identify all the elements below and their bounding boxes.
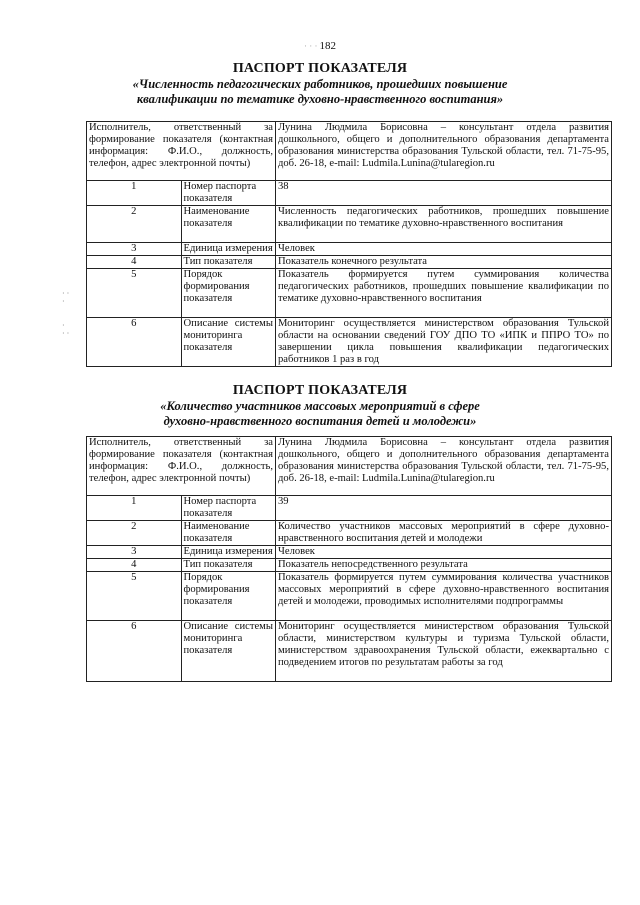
passport-1-table bbox=[86, 121, 612, 367]
page-number-text: 182 bbox=[319, 40, 336, 52]
row-label: Порядок формирования показателя bbox=[181, 269, 276, 318]
row-number: 4 bbox=[87, 559, 182, 572]
row-value: Мониторинг осуществляется министерством образования Тульской области на основании сведений ГОУ ДПО ТО «ИПК и ППРО ТО» по завершении цикла повышения квалификации педагогических работников 1 раз в год bbox=[276, 318, 612, 367]
row-number: 5 bbox=[87, 572, 182, 621]
scan-speck: · · · bbox=[62, 321, 70, 338]
executor-value: Лунина Людмила Борисовна – консультант отдела развития дошкольного, общего и дополнительного образования департамента образования министерства образования Тульской области, тел. 71-75-95, доб. 26-18, e-mail: Ludmila.Lunina@tularegion.ru bbox=[276, 437, 612, 496]
table-row bbox=[87, 318, 612, 367]
row-number: 2 bbox=[87, 206, 182, 243]
table-row bbox=[87, 181, 612, 206]
table-row bbox=[87, 496, 612, 521]
row-number: 1 bbox=[87, 496, 182, 521]
passport-2-title bbox=[0, 382, 640, 429]
table-row bbox=[87, 621, 612, 682]
row-label: Тип показателя bbox=[181, 256, 276, 269]
table-row bbox=[87, 243, 612, 256]
page-number bbox=[0, 40, 640, 52]
passport-2-heading: ПАСПОРТ ПОКАЗАТЕЛЯ bbox=[232, 383, 408, 398]
row-value: Показатель формируется путем суммирования количества педагогических работников, прошедших повышение квалификации по тематике духовно-нравственного воспитания bbox=[276, 269, 612, 318]
row-value: 38 bbox=[276, 181, 612, 206]
row-number: 4 bbox=[87, 256, 182, 269]
row-number: 5 bbox=[87, 269, 182, 318]
row-value: Численность педагогических работников, прошедших повышение квалификации по тематике духовно-нравственного воспитания bbox=[276, 206, 612, 243]
row-value: Показатель конечного результата bbox=[276, 256, 612, 269]
row-label: Описание системы мониторинга показателя bbox=[181, 621, 276, 682]
passport-1-heading: ПАСПОРТ ПОКАЗАТЕЛЯ bbox=[232, 61, 408, 76]
row-number: 6 bbox=[87, 318, 182, 367]
table-row bbox=[87, 206, 612, 243]
row-value: Показатель формируется путем суммирования количества участников массовых мероприятий в сфере духовно-нравственного воспитания детей и молодежи, проводимых исполнителями подпрограммы bbox=[276, 572, 612, 621]
executor-label: Исполнитель, ответственный за формирование показателя (контактная информация: Ф.И.О., должность, телефон, адрес электронной почты) bbox=[87, 122, 276, 181]
scan-smudge: · · · bbox=[304, 41, 318, 51]
table-row bbox=[87, 256, 612, 269]
row-label: Описание системы мониторинга показателя bbox=[181, 318, 276, 367]
row-number: 6 bbox=[87, 621, 182, 682]
row-number: 2 bbox=[87, 521, 182, 546]
row-label: Наименование показателя bbox=[181, 206, 276, 243]
table-row bbox=[87, 521, 612, 546]
scan-speck: · · · bbox=[62, 289, 70, 306]
table-row bbox=[87, 559, 612, 572]
row-label: Номер паспорта показателя bbox=[181, 496, 276, 521]
row-value: Количество участников массовых мероприятий в сфере духовно-нравственного воспитания детей и молодежи bbox=[276, 521, 612, 546]
table-row bbox=[87, 546, 612, 559]
executor-value: Лунина Людмила Борисовна – консультант отдела развития дошкольного, общего и дополнительного образования департамента образования министерства образования Тульской области, тел. 71-75-95, доб. 26-18, e-mail: Ludmila.Lunina@tularegion.ru bbox=[276, 122, 612, 181]
table-row-executor bbox=[87, 437, 612, 496]
row-value: 39 bbox=[276, 496, 612, 521]
row-value: Показатель непосредственного результата bbox=[276, 559, 612, 572]
table-row bbox=[87, 572, 612, 621]
passport-1-title bbox=[0, 60, 640, 107]
passport-2-table bbox=[86, 436, 612, 682]
row-number: 1 bbox=[87, 181, 182, 206]
row-number: 3 bbox=[87, 243, 182, 256]
passport-2-title-line2: духовно-нравственного воспитания детей и молодежи» bbox=[163, 414, 477, 428]
row-label: Тип показателя bbox=[181, 559, 276, 572]
row-value: Человек bbox=[276, 243, 612, 256]
passport-1-title-line1: «Численность педагогических работников, прошедших повышение bbox=[132, 77, 508, 91]
table-row-executor bbox=[87, 122, 612, 181]
row-label: Номер паспорта показателя bbox=[181, 181, 276, 206]
row-value: Мониторинг осуществляется министерством образования Тульской области, министерством культуры и туризма Тульской области, министерством здравоохранения Тульской области, ежеквартально с подведением итогов по результатам работы за год bbox=[276, 621, 612, 682]
passport-1-title-line2: квалификации по тематике духовно-нравственного воспитания» bbox=[136, 92, 504, 106]
row-label: Единица измерения bbox=[181, 243, 276, 256]
row-label: Порядок формирования показателя bbox=[181, 572, 276, 621]
passport-2-title-line1: «Количество участников массовых мероприятий в сфере bbox=[160, 399, 480, 413]
row-number: 3 bbox=[87, 546, 182, 559]
executor-label: Исполнитель, ответственный за формирование показателя (контактная информация: Ф.И.О., должность, телефон, адрес электронной почты) bbox=[87, 437, 276, 496]
row-label: Наименование показателя bbox=[181, 521, 276, 546]
row-label: Единица измерения bbox=[181, 546, 276, 559]
row-value: Человек bbox=[276, 546, 612, 559]
table-row bbox=[87, 269, 612, 318]
